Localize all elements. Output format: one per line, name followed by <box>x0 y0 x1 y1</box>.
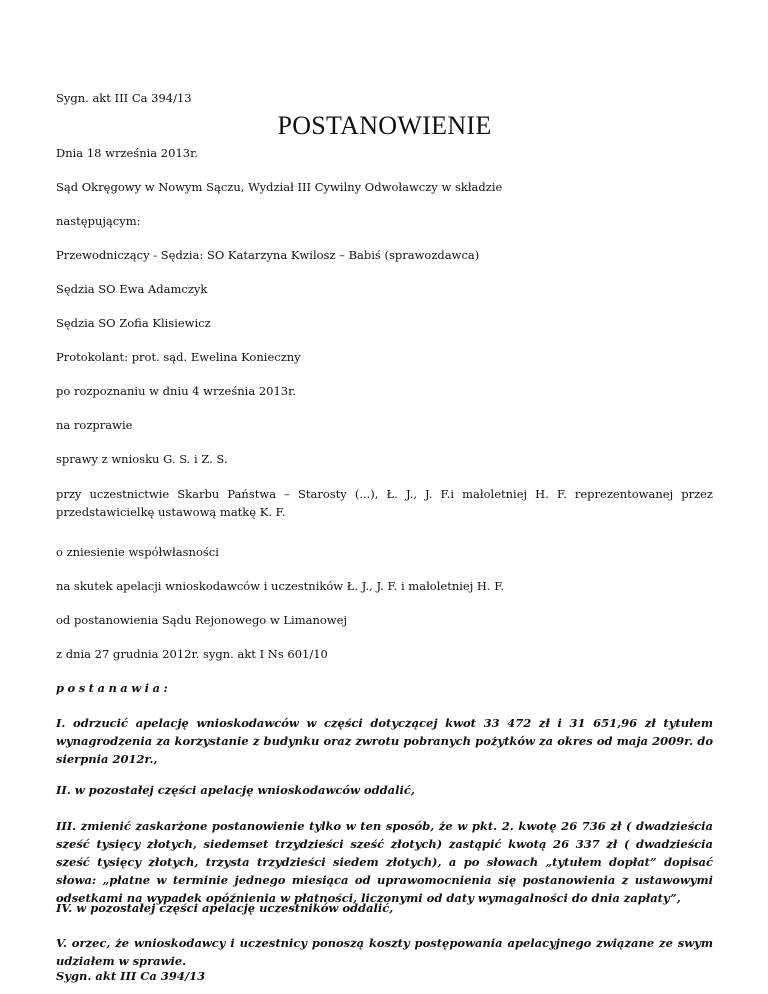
ruling-point-1: I. odrzucić apelację wnioskodawców w części dotyczącej kwot 33 472 zł i 31 651,96 zł tytułem wynagrodzenia za korzystanie z budynku oraz zwrotu pobranych pożytków za okres od maja 2009r. do sierpnia 2012r., <box>56 716 713 767</box>
court-composition-line2: następującym: <box>56 213 141 228</box>
ruling-heading: postanawia: <box>56 681 172 696</box>
participants: przy uczestnictwie Skarbu Państwa – Starosty (...), Ł. J., J. F.i małoletniej H. F. reprezentowanej przez przedstawicielkę ustawową matkę K. F. <box>56 487 713 520</box>
appealed-decision: od postanowienia Sądu Rejonowego w Limanowej <box>56 613 348 628</box>
ruling-point-3: III. zmienić zaskarżone postanowienie tylko w ten sposób, że w pkt. 2. kwotę 26 736 zł ( dwadzieścia sześć tysięcy złotych, siedemset trzydzieści sześć złotych) zastąpić kwotą 26 337 zł ( dwadzieścia sześć tysięcy złotych, trzysta trzydzieści siedem złotych), a po słowach „tytułem dopłat” dopisać słowa: „płatne w terminie jednego miesiąca od uprawomocnienia się postanowienia z ustawowymi odsetkami na wypadek opóźnienia w płatności, liczonymi od daty wymagalności do dnia zapłaty”, <box>56 818 713 905</box>
case-subject: o zniesienie współwłasności <box>56 545 219 560</box>
ruling-point-2: II. w pozostałej części apelację wnioskodawców oddalić, <box>56 783 415 798</box>
document-title: POSTANOWIENIE <box>277 111 492 140</box>
decision-date: Dnia 18 września 2013r. <box>56 145 198 160</box>
case-reference-bottom: Sygn. akt III Ca 394/13 <box>56 968 206 983</box>
ruling-point-4: IV. w pozostałej części apelację uczestników oddalić, <box>56 900 394 915</box>
appeal-info: na skutek apelacji wnioskodawców i uczestników Ł. J., J. F. i małoletniej H. F. <box>56 579 505 594</box>
hearing-date: po rozpoznaniu w dniu 4 września 2013r. <box>56 384 297 399</box>
case-reference-top: Sygn. akt III Ca 394/13 <box>56 91 192 105</box>
hearing-type: na rozprawie <box>56 418 133 433</box>
decision-reference: z dnia 27 grudnia 2012r. sygn. akt I Ns 601/10 <box>56 647 328 662</box>
ruling-point-5: V. orzec, że wnioskodawcy i uczestnicy ponoszą koszty postępowania apelacyjnego związane ze swym udziałem w sprawie. <box>56 935 713 968</box>
presiding-judge: Przewodniczący - Sędzia: SO Katarzyna Kwilosz – Babiś (sprawozdawca) <box>56 247 480 262</box>
court-composition-line1: Sąd Okręgowy w Nowym Sączu, Wydział III Cywilny Odwoławczy w składzie <box>56 179 503 194</box>
court-clerk: Protokolant: prot. sąd. Ewelina Konieczny <box>56 350 301 365</box>
judge-1: Sędzia SO Ewa Adamczyk <box>56 281 208 296</box>
judge-2: Sędzia SO Zofia Klisiewicz <box>56 316 211 331</box>
case-parties: sprawy z wniosku G. S. i Z. S. <box>56 452 228 467</box>
